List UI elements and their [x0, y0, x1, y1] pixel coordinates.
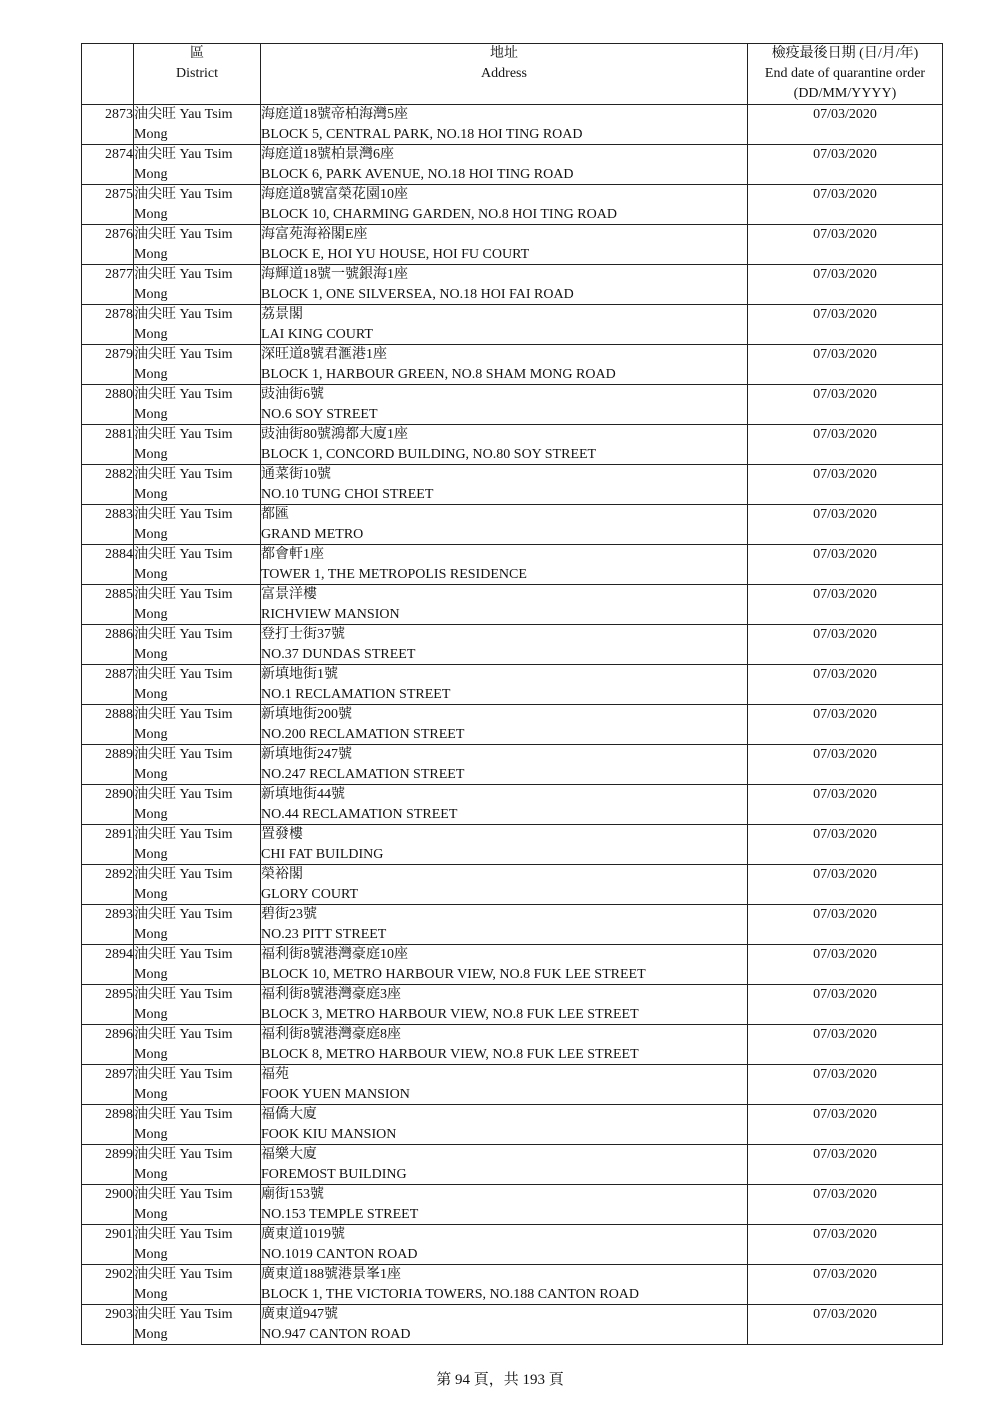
district-line-1: 油尖旺 Yau Tsim: [134, 1227, 233, 1242]
row-address: [261, 625, 748, 665]
district-line-2: Mong: [134, 806, 168, 822]
header-address-en: Address: [481, 66, 527, 81]
row-address: [261, 1185, 748, 1225]
row-district: [134, 865, 261, 905]
row-district: [134, 145, 261, 185]
row-address: [261, 1105, 748, 1145]
row-end-date: 07/03/2020: [748, 1065, 943, 1105]
table-row: [82, 785, 943, 825]
district-line-2: Mong: [134, 846, 168, 862]
row-address: [261, 425, 748, 465]
row-district: [134, 505, 261, 545]
address-zh: 新填地街1號: [261, 667, 338, 682]
district-line-2: Mong: [134, 446, 168, 462]
row-number: 2903: [82, 1305, 134, 1345]
address-zh: 廣東道1019號: [261, 1227, 345, 1242]
row-district: [134, 305, 261, 345]
row-end-date: 07/03/2020: [748, 1185, 943, 1225]
district-line-2: Mong: [134, 486, 168, 502]
district-line-2: Mong: [134, 726, 168, 742]
district-line-2: Mong: [134, 246, 168, 262]
row-number: 2877: [82, 265, 134, 305]
district-line-2: Mong: [134, 1166, 168, 1182]
row-number: 2890: [82, 785, 134, 825]
address-zh: 新填地街44號: [261, 787, 345, 802]
district-line-1: 油尖旺 Yau Tsim: [134, 147, 233, 162]
row-address: [261, 385, 748, 425]
row-district: [134, 465, 261, 505]
address-en: BLOCK 8, METRO HARBOUR VIEW, NO.8 FUK LEE STREET: [261, 1046, 639, 1062]
district-line-2: Mong: [134, 1086, 168, 1102]
address-zh: 都會軒1座: [261, 547, 324, 562]
table-row: [82, 305, 943, 345]
row-end-date: 07/03/2020: [748, 705, 943, 745]
row-end-date: 07/03/2020: [748, 305, 943, 345]
header-address: [261, 44, 748, 105]
district-line-2: Mong: [134, 1126, 168, 1142]
row-end-date: 07/03/2020: [748, 265, 943, 305]
row-number: 2878: [82, 305, 134, 345]
table-row: [82, 1225, 943, 1265]
district-line-1: 油尖旺 Yau Tsim: [134, 547, 233, 562]
row-number: 2889: [82, 745, 134, 785]
row-end-date: 07/03/2020: [748, 785, 943, 825]
district-line-1: 油尖旺 Yau Tsim: [134, 947, 233, 962]
table-row: [82, 265, 943, 305]
district-line-1: 油尖旺 Yau Tsim: [134, 667, 233, 682]
row-end-date: 07/03/2020: [748, 665, 943, 705]
row-number: 2886: [82, 625, 134, 665]
address-zh: 海庭道18號帝柏海灣5座: [261, 107, 408, 122]
district-line-2: Mong: [134, 366, 168, 382]
address-en: BLOCK 10, CHARMING GARDEN, NO.8 HOI TING ROAD: [261, 206, 617, 222]
row-end-date: 07/03/2020: [748, 825, 943, 865]
address-zh: 荔景閣: [261, 307, 303, 322]
row-number: 2876: [82, 225, 134, 265]
header-address-zh: 地址: [490, 46, 518, 61]
table-row: [82, 1065, 943, 1105]
row-number: 2884: [82, 545, 134, 585]
row-end-date: 07/03/2020: [748, 105, 943, 145]
address-en: BLOCK 1, ONE SILVERSEA, NO.18 HOI FAI ROAD: [261, 286, 574, 302]
row-district: [134, 1225, 261, 1265]
row-end-date: 07/03/2020: [748, 1145, 943, 1185]
row-address: [261, 225, 748, 265]
district-line-1: 油尖旺 Yau Tsim: [134, 987, 233, 1002]
header-date: [748, 44, 943, 105]
address-en: GLORY COURT: [261, 886, 359, 902]
address-zh: 登打士街37號: [261, 627, 345, 642]
row-address: [261, 1225, 748, 1265]
table-row: [82, 865, 943, 905]
table-row: [82, 985, 943, 1025]
district-line-1: 油尖旺 Yau Tsim: [134, 267, 233, 282]
row-district: [134, 225, 261, 265]
row-district: [134, 705, 261, 745]
table-row: [82, 585, 943, 625]
address-zh: 豉油街80號鴻都大廈1座: [261, 427, 408, 442]
row-district: [134, 1065, 261, 1105]
row-district: [134, 545, 261, 585]
table-header-row: [82, 44, 943, 105]
district-line-1: 油尖旺 Yau Tsim: [134, 1067, 233, 1082]
address-en: CHI FAT BUILDING: [261, 846, 384, 862]
district-line-1: 油尖旺 Yau Tsim: [134, 1187, 233, 1202]
row-district: [134, 825, 261, 865]
row-district: [134, 385, 261, 425]
row-district: [134, 665, 261, 705]
row-district: [134, 905, 261, 945]
row-number: 2901: [82, 1225, 134, 1265]
row-address: [261, 785, 748, 825]
address-zh: 深旺道8號君滙港1座: [261, 347, 387, 362]
district-line-2: Mong: [134, 966, 168, 982]
table-row: [82, 185, 943, 225]
row-number: 2891: [82, 825, 134, 865]
table-row: [82, 145, 943, 185]
row-district: [134, 105, 261, 145]
address-zh: 榮裕閣: [261, 867, 303, 882]
address-en: BLOCK 10, METRO HARBOUR VIEW, NO.8 FUK LEE STREET: [261, 966, 646, 982]
district-line-2: Mong: [134, 206, 168, 222]
row-number: 2879: [82, 345, 134, 385]
row-end-date: 07/03/2020: [748, 505, 943, 545]
row-end-date: 07/03/2020: [748, 985, 943, 1025]
district-line-1: 油尖旺 Yau Tsim: [134, 787, 233, 802]
district-line-2: Mong: [134, 606, 168, 622]
row-address: [261, 1065, 748, 1105]
row-end-date: 07/03/2020: [748, 465, 943, 505]
table-row: [82, 1305, 943, 1345]
row-district: [134, 1145, 261, 1185]
table-row: [82, 505, 943, 545]
row-number: 2883: [82, 505, 134, 545]
district-line-2: Mong: [134, 166, 168, 182]
row-district: [134, 1265, 261, 1305]
row-end-date: 07/03/2020: [748, 385, 943, 425]
address-en: NO.23 PITT STREET: [261, 926, 387, 942]
row-address: [261, 345, 748, 385]
district-line-2: Mong: [134, 526, 168, 542]
address-en: NO.37 DUNDAS STREET: [261, 646, 416, 662]
address-en: BLOCK 6, PARK AVENUE, NO.18 HOI TING ROAD: [261, 166, 574, 182]
row-number: 2894: [82, 945, 134, 985]
address-en: FOREMOST BUILDING: [261, 1166, 407, 1182]
address-zh: 海輝道18號一號銀海1座: [261, 267, 408, 282]
district-line-2: Mong: [134, 766, 168, 782]
row-end-date: 07/03/2020: [748, 425, 943, 465]
row-number: 2874: [82, 145, 134, 185]
table-row: [82, 345, 943, 385]
table-row: [82, 825, 943, 865]
row-district: [134, 1105, 261, 1145]
row-address: [261, 865, 748, 905]
row-address: [261, 1145, 748, 1185]
district-line-1: 油尖旺 Yau Tsim: [134, 747, 233, 762]
row-district: [134, 785, 261, 825]
row-end-date: 07/03/2020: [748, 1025, 943, 1065]
district-line-1: 油尖旺 Yau Tsim: [134, 627, 233, 642]
address-en: BLOCK 5, CENTRAL PARK, NO.18 HOI TING ROAD: [261, 126, 583, 142]
table-row: [82, 225, 943, 265]
address-en: RICHVIEW MANSION: [261, 606, 400, 622]
row-address: [261, 145, 748, 185]
district-line-1: 油尖旺 Yau Tsim: [134, 707, 233, 722]
district-line-1: 油尖旺 Yau Tsim: [134, 387, 233, 402]
row-district: [134, 985, 261, 1025]
row-end-date: 07/03/2020: [748, 225, 943, 265]
table-row: [82, 745, 943, 785]
district-line-1: 油尖旺 Yau Tsim: [134, 867, 233, 882]
row-end-date: 07/03/2020: [748, 1105, 943, 1145]
district-line-1: 油尖旺 Yau Tsim: [134, 307, 233, 322]
header-district: [134, 44, 261, 105]
district-line-1: 油尖旺 Yau Tsim: [134, 467, 233, 482]
district-line-1: 油尖旺 Yau Tsim: [134, 1307, 233, 1322]
row-address: [261, 105, 748, 145]
row-end-date: 07/03/2020: [748, 1265, 943, 1305]
address-zh: 海庭道8號富榮花園10座: [261, 187, 408, 202]
row-address: [261, 305, 748, 345]
header-district-en: District: [176, 66, 218, 81]
row-end-date: 07/03/2020: [748, 905, 943, 945]
district-line-1: 油尖旺 Yau Tsim: [134, 187, 233, 202]
address-zh: 通菜街10號: [261, 467, 331, 482]
address-en: BLOCK E, HOI YU HOUSE, HOI FU COURT: [261, 246, 530, 262]
row-number: 2892: [82, 865, 134, 905]
row-number: 2893: [82, 905, 134, 945]
table-row: [82, 1185, 943, 1225]
row-end-date: 07/03/2020: [748, 145, 943, 185]
table-row: [82, 1025, 943, 1065]
row-address: [261, 505, 748, 545]
row-number: 2895: [82, 985, 134, 1025]
address-en: NO.947 CANTON ROAD: [261, 1326, 411, 1342]
address-zh: 福利街8號港灣豪庭8座: [261, 1027, 401, 1042]
address-en: FOOK YUEN MANSION: [261, 1086, 410, 1102]
row-number: 2888: [82, 705, 134, 745]
row-number: 2897: [82, 1065, 134, 1105]
row-address: [261, 265, 748, 305]
address-zh: 新填地街200號: [261, 707, 352, 722]
table-row: [82, 665, 943, 705]
district-line-1: 油尖旺 Yau Tsim: [134, 1267, 233, 1282]
address-en: TOWER 1, THE METROPOLIS RESIDENCE: [261, 566, 527, 582]
table-row: [82, 1105, 943, 1145]
row-number: 2900: [82, 1185, 134, 1225]
row-number: 2898: [82, 1105, 134, 1145]
district-line-2: Mong: [134, 686, 168, 702]
row-address: [261, 905, 748, 945]
address-zh: 豉油街6號: [261, 387, 324, 402]
row-end-date: 07/03/2020: [748, 745, 943, 785]
address-en: NO.1 RECLAMATION STREET: [261, 686, 451, 702]
row-address: [261, 745, 748, 785]
district-line-1: 油尖旺 Yau Tsim: [134, 347, 233, 362]
row-address: [261, 985, 748, 1025]
table-body: [82, 105, 943, 1345]
table-row: [82, 1145, 943, 1185]
header-date-en: End date of quarantine order: [764, 66, 926, 81]
table-row: [82, 1265, 943, 1305]
address-zh: 福苑: [261, 1067, 289, 1082]
address-zh: 置發樓: [261, 827, 303, 842]
row-number: 2896: [82, 1025, 134, 1065]
district-line-2: Mong: [134, 1046, 168, 1062]
row-end-date: 07/03/2020: [748, 625, 943, 665]
address-en: GRAND METRO: [261, 526, 364, 542]
table-row: [82, 425, 943, 465]
district-line-2: Mong: [134, 646, 168, 662]
table-row: [82, 545, 943, 585]
district-line-1: 油尖旺 Yau Tsim: [134, 907, 233, 922]
address-zh: 都匯: [261, 507, 289, 522]
table-row: [82, 385, 943, 425]
row-address: [261, 465, 748, 505]
row-address: [261, 1265, 748, 1305]
row-end-date: 07/03/2020: [748, 185, 943, 225]
row-address: [261, 185, 748, 225]
address-zh: 海富苑海裕閣E座: [261, 227, 368, 242]
district-line-1: 油尖旺 Yau Tsim: [134, 427, 233, 442]
row-end-date: 07/03/2020: [748, 945, 943, 985]
district-line-2: Mong: [134, 926, 168, 942]
address-en: NO.6 SOY STREET: [261, 406, 378, 422]
row-district: [134, 265, 261, 305]
address-zh: 海庭道18號柏景灣6座: [261, 147, 394, 162]
address-en: BLOCK 1, CONCORD BUILDING, NO.80 SOY STREET: [261, 446, 597, 462]
district-line-1: 油尖旺 Yau Tsim: [134, 227, 233, 242]
row-number: 2899: [82, 1145, 134, 1185]
address-en: NO.1019 CANTON ROAD: [261, 1246, 418, 1262]
address-en: NO.200 RECLAMATION STREET: [261, 726, 465, 742]
district-line-2: Mong: [134, 326, 168, 342]
row-address: [261, 705, 748, 745]
district-line-2: Mong: [134, 1326, 168, 1342]
row-district: [134, 945, 261, 985]
address-en: FOOK KIU MANSION: [261, 1126, 397, 1142]
row-district: [134, 585, 261, 625]
district-line-2: Mong: [134, 1286, 168, 1302]
address-zh: 新填地街247號: [261, 747, 352, 762]
district-line-2: Mong: [134, 566, 168, 582]
address-zh: 福樂大廈: [261, 1147, 317, 1162]
row-number: 2880: [82, 385, 134, 425]
row-address: [261, 585, 748, 625]
row-number: 2881: [82, 425, 134, 465]
address-zh: 碧街23號: [261, 907, 317, 922]
row-number: 2885: [82, 585, 134, 625]
row-district: [134, 625, 261, 665]
row-address: [261, 825, 748, 865]
address-en: BLOCK 1, HARBOUR GREEN, NO.8 SHAM MONG ROAD: [261, 366, 616, 382]
table-row: [82, 705, 943, 745]
row-end-date: 07/03/2020: [748, 865, 943, 905]
row-address: [261, 1025, 748, 1065]
table-row: [82, 625, 943, 665]
page-footer: 第 94 頁，共 193 頁: [436, 1372, 564, 1388]
district-line-2: Mong: [134, 1246, 168, 1262]
district-line-2: Mong: [134, 286, 168, 302]
row-district: [134, 425, 261, 465]
header-number: [82, 44, 134, 105]
row-number: 2875: [82, 185, 134, 225]
district-line-2: Mong: [134, 1206, 168, 1222]
address-zh: 福利街8號港灣豪庭3座: [261, 987, 401, 1002]
row-end-date: 07/03/2020: [748, 345, 943, 385]
row-end-date: 07/03/2020: [748, 585, 943, 625]
address-zh: 福利街8號港灣豪庭10座: [261, 947, 408, 962]
row-end-date: 07/03/2020: [748, 545, 943, 585]
table-row: [82, 465, 943, 505]
address-zh: 廣東道188號港景峯1座: [261, 1267, 401, 1282]
address-en: BLOCK 3, METRO HARBOUR VIEW, NO.8 FUK LEE STREET: [261, 1006, 639, 1022]
table-row: [82, 105, 943, 145]
row-address: [261, 1305, 748, 1345]
district-line-2: Mong: [134, 886, 168, 902]
row-district: [134, 185, 261, 225]
address-zh: 廟街153號: [261, 1187, 324, 1202]
row-end-date: 07/03/2020: [748, 1305, 943, 1345]
district-line-2: Mong: [134, 406, 168, 422]
address-en: NO.247 RECLAMATION STREET: [261, 766, 465, 782]
address-zh: 廣東道947號: [261, 1307, 338, 1322]
district-line-2: Mong: [134, 1006, 168, 1022]
row-district: [134, 345, 261, 385]
address-zh: 福僑大廈: [261, 1107, 317, 1122]
district-line-1: 油尖旺 Yau Tsim: [134, 507, 233, 522]
row-number: 2887: [82, 665, 134, 705]
row-number: 2902: [82, 1265, 134, 1305]
quarantine-table: [81, 43, 943, 1345]
address-en: NO.44 RECLAMATION STREET: [261, 806, 458, 822]
district-line-1: 油尖旺 Yau Tsim: [134, 587, 233, 602]
district-line-1: 油尖旺 Yau Tsim: [134, 1027, 233, 1042]
row-address: [261, 945, 748, 985]
row-district: [134, 1305, 261, 1345]
district-line-1: 油尖旺 Yau Tsim: [134, 827, 233, 842]
row-address: [261, 545, 748, 585]
row-district: [134, 1025, 261, 1065]
row-end-date: 07/03/2020: [748, 1225, 943, 1265]
district-line-1: 油尖旺 Yau Tsim: [134, 107, 233, 122]
header-date-zh: 檢疫最後日期 (日/月/年): [771, 46, 919, 61]
address-en: BLOCK 1, THE VICTORIA TOWERS, NO.188 CANTON ROAD: [261, 1286, 640, 1302]
address-en: NO.153 TEMPLE STREET: [261, 1206, 419, 1222]
district-line-2: Mong: [134, 126, 168, 142]
address-zh: 富景洋樓: [261, 587, 317, 602]
address-en: LAI KING COURT: [261, 326, 373, 342]
district-line-1: 油尖旺 Yau Tsim: [134, 1107, 233, 1122]
row-number: 2882: [82, 465, 134, 505]
header-date-format: (DD/MM/YYYY): [793, 86, 897, 101]
table-row: [82, 905, 943, 945]
district-line-1: 油尖旺 Yau Tsim: [134, 1147, 233, 1162]
row-address: [261, 665, 748, 705]
row-district: [134, 1185, 261, 1225]
address-en: NO.10 TUNG CHOI STREET: [261, 486, 434, 502]
row-number: 2873: [82, 105, 134, 145]
row-district: [134, 745, 261, 785]
table-row: [82, 945, 943, 985]
header-district-zh: 區: [190, 46, 204, 61]
